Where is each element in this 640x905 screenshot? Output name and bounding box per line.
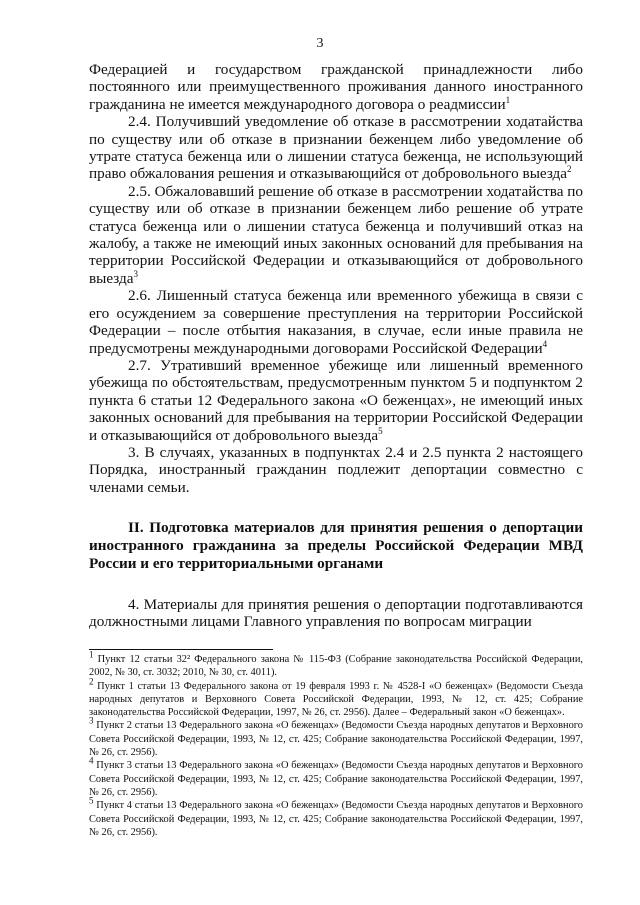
section-heading-text: II. Подготовка материалов для принятия решения о депортации иностранного гражданина за пределы Российской Федерации МВД России и его территориальными органами [89,519,583,572]
footnote-mark: 5 [89,795,94,806]
paragraph-2-4: 2.4. Получивший уведомление об отказе в рассмотрении ходатайства по существу или об отказе в признании беженцем либо уведомление об утрате статуса беженца или о лишении статуса беженца, не использующий право обжалования решения и отказывающийся от добровольного выезда$^2$ [89,113,583,183]
footnote-2: $^2$ Пункт 1 статьи 13 Федерального закона от 19 февраля 1993 г. № 4528-I «О беженцах» (Ведомости Съезда народных депутатов и Верховного Совета Российской Федерации, 1993, № 12, ст. 425; Собрание законодательства Российской Федерации, 1997, № 26, ст. 2956). Далее – Федеральный закон «О беженцах». [89,676,583,719]
main-text [89,61,583,496]
footnote-ref: 3 [133,268,138,279]
paragraph-continuation: Федерацией и государством гражданской принадлежности либо постоянного или преимущественного проживания данного иностранного гражданина не имеется международного договора о реадмиссии$^1$ [89,61,583,113]
footnote-ref: 4 [542,338,548,349]
footnote-3: $^3$ Пункт 2 статьи 13 Федерального закона «О беженцах» (Ведомости Съезда народных депутатов и Верховного Совета Российской Федерации, 1993, № 12, ст. 425; Собрание законодательства Российской Федерации, 1997, № 26, ст. 2956). [89,716,583,759]
footnote-mark: 4 [89,755,94,766]
footnote-ref: 5 [378,425,383,436]
footnote-ref: 1 [505,94,511,105]
footnote-ref: 2 [567,164,572,175]
footnote-1: $^1$ Пункт 12 статьи 32² Федерального закона № 115-ФЗ (Собрание законодательства Российской Федерации, 2002, № 30, ст. 3032; 2010, № 30, ст. 4011). [89,649,583,679]
footnotes [89,649,583,839]
paragraph-2-6: 2.6. Лишенный статуса беженца или временного убежища в связи с его осуждением за совершение преступления на территории Российской Федерации – после отбытия наказания, в случае, если иные правила не предусмотрены международными договорами Российской Федерации$^4$ [89,287,583,357]
footnote-mark: 3 [89,716,94,727]
page-number: 3 [316,36,324,51]
main-text-continued [89,596,583,631]
paragraph-4: 4. Материалы для принятия решения о депортации подготавливаются должностными лицами Главного управления по вопросам миграции [89,596,583,631]
footnote-5: $^5$ Пункт 4 статьи 13 Федерального закона «О беженцах» (Ведомости Съезда народных депутатов и Верховного Совета Российской Федерации, 1993, № 12, ст. 425; Собрание законодательства Российской Федерации, 1997, № 26, ст. 2956). [89,795,583,838]
footnote-separator [89,649,273,650]
footnote-mark: 1 [89,649,94,660]
footnote-mark: 2 [89,676,94,687]
section-heading [89,519,583,573]
paragraph-2-5: 2.5. Обжаловавший решение об отказе в рассмотрении ходатайства по существу или об отказе в признании беженцем либо решение об утрате статуса беженца или о лишении статуса беженца и получивший отказ на жалобу, а также не имеющий иных законных оснований для пребывания на территории Российской Федерации и отказывающийся от добровольного выезда$^3$ [89,182,583,287]
paragraph-3: 3. В случаях, указанных в подпунктах 2.4 и 2.5 пункта 2 настоящего Порядка, иностранный гражданин подлежит депортации совместно с членами семьи. [89,443,583,496]
footnote-4: $^4$ Пункт 3 статьи 13 Федерального закона «О беженцах» (Ведомости Съезда народных депутатов и Верховного Совета Российской Федерации, 1993, № 12, ст. 425; Собрание законодательства Российской Федерации, 1997, № 26, ст. 2956). [89,755,583,798]
paragraph-2-7: 2.7. Утративший временное убежище или лишенный временного убежища по обстоятельствам, предусмотренным пунктом 5 и подпунктом 2 пункта 6 статьи 12 Федерального закона «О беженцах», не имеющий иных законных оснований для пребывания на территории Российской Федерации и отказывающийся от добровольного выезда$^5$ [89,356,583,444]
